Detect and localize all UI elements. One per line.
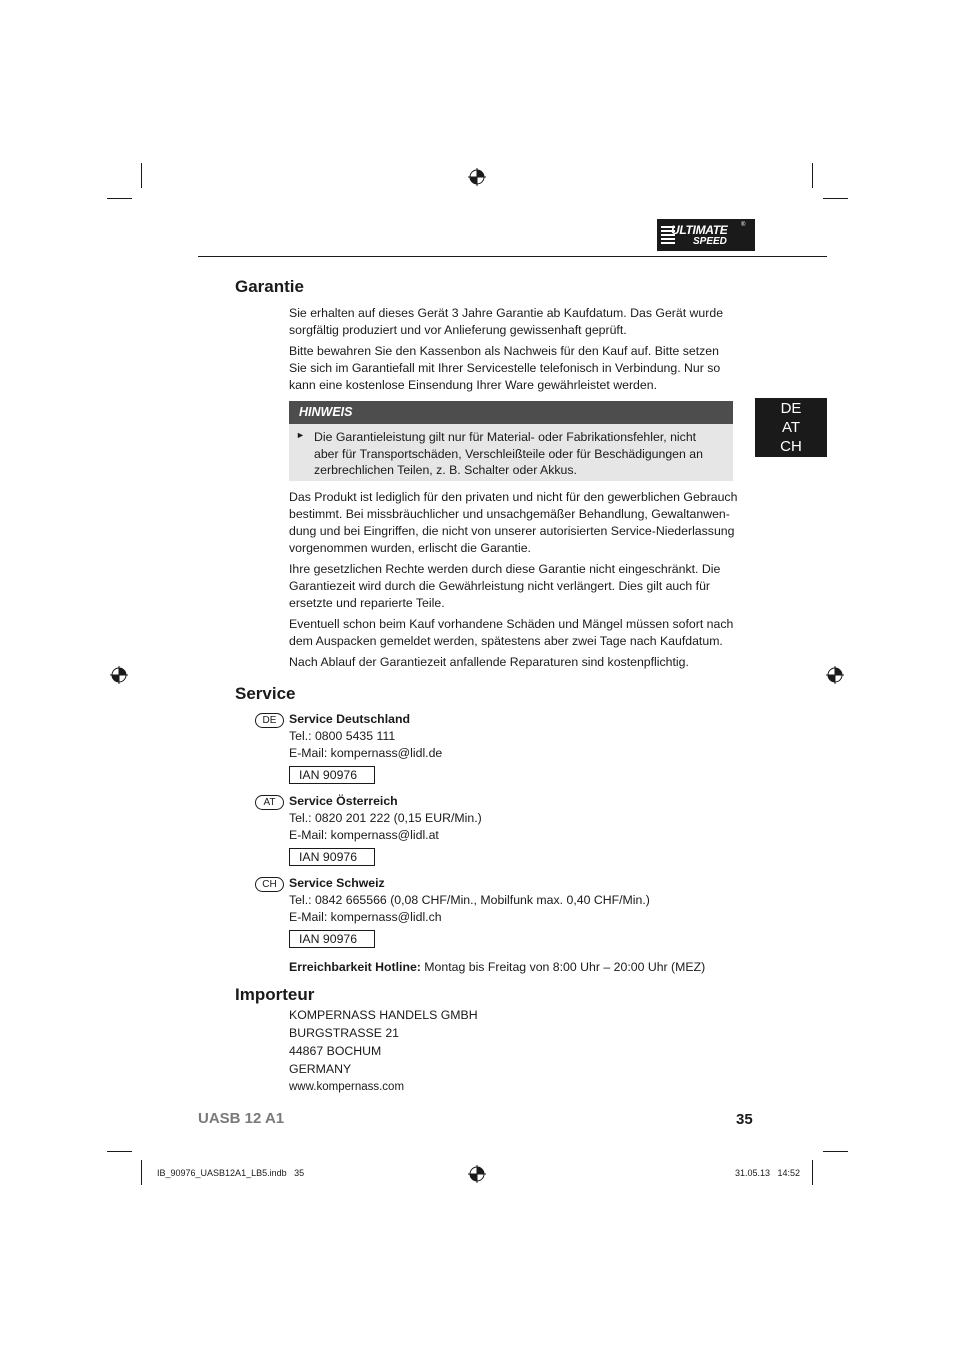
crop-mark xyxy=(141,1160,142,1185)
garantie-heading: Garantie xyxy=(235,277,304,296)
lang-ch: CH xyxy=(780,438,802,455)
header-rule xyxy=(198,256,827,257)
hinweis-label: HINWEIS xyxy=(299,405,353,419)
registration-mark-icon xyxy=(468,168,486,186)
website-link: www.kompernass.com xyxy=(289,1081,405,1093)
crop-mark xyxy=(107,1151,132,1152)
registration-mark-icon xyxy=(826,666,844,684)
logo-line1: ULTIMATE xyxy=(671,223,728,237)
flag-ch: CH xyxy=(255,877,284,892)
crop-mark xyxy=(823,1151,848,1152)
service-title: Service Österreich xyxy=(289,794,398,808)
garantie-para-5: Eventuell schon beim Kauf vorhandene Schäden und Mängel müssen sofort nach dem Auspacken gemeldet werden, spätestens aber zwei Tage nach Kaufdatum. xyxy=(289,617,734,648)
file-info: IB_90976_UASB12A1_LB5.indb 35 xyxy=(157,1168,305,1178)
registration-mark-icon xyxy=(110,666,128,684)
ian-box: IAN 90976 xyxy=(289,930,375,948)
service-title: Service Schweiz xyxy=(289,876,385,890)
service-mail: E-Mail: kompernass@lidl.ch xyxy=(289,910,442,924)
flag-de: DE xyxy=(255,713,284,728)
hinweis-text: Die Garantieleistung gilt nur für Material- oder Fabrikationsfehler, nicht aber für Transportschäden, Verschleißteile oder für Beschädigungen an zerbrechlichen Teilen, z. B. Schalter oder Akkus. xyxy=(314,430,703,477)
garantie-para-1: Sie erhalten auf dieses Gerät 3 Jahre Garantie ab Kaufdatum. Das Gerät wurde sorgfältig produziert und vor Anlieferung gewissenhaft geprüft. xyxy=(289,306,724,337)
language-tab xyxy=(755,398,827,457)
service-entry-ch xyxy=(289,875,650,926)
brand-logo xyxy=(657,219,755,251)
service-title: Service Deutschland xyxy=(289,712,410,726)
service-entry-at xyxy=(289,793,482,844)
service-entry-de xyxy=(289,711,442,762)
crop-mark xyxy=(812,163,813,188)
service-mail: E-Mail: kompernass@lidl.at xyxy=(289,828,439,842)
ian-box: IAN 90976 xyxy=(289,766,375,784)
flag-at: AT xyxy=(255,795,284,810)
service-tel: Tel.: 0800 5435 111 xyxy=(289,729,396,743)
ian-box: IAN 90976 xyxy=(289,848,375,866)
hinweis-box xyxy=(289,401,733,481)
registration-mark-icon xyxy=(468,1165,486,1183)
logo-registered: ® xyxy=(741,222,746,228)
hotline-label: Erreichbarkeit Hotline: xyxy=(289,960,421,974)
lang-de: DE xyxy=(780,400,802,417)
garantie-para-6: Nach Ablauf der Garantiezeit anfallende Reparaturen sind kostenpflichtig. xyxy=(289,655,689,669)
logo-line2: SPEED xyxy=(693,236,727,247)
crop-mark xyxy=(823,198,848,199)
garantie-para-4: Ihre gesetzlichen Rechte werden durch diese Garantie nicht eingeschränkt. Die Garantiezeit wird durch die Gewährleistung nicht verlängert. Dies gilt auch für ersetzte und reparierte Teile. xyxy=(289,562,721,610)
model-number: UASB 12 A1 xyxy=(198,1110,285,1127)
hotline-line xyxy=(289,959,705,976)
service-tel: Tel.: 0820 201 222 (0,15 EUR/Min.) xyxy=(289,811,482,825)
garantie-para-3: Das Produkt ist lediglich für den privaten und nicht für den gewerblichen Gebrauch bestimmt. Bei missbräuchlicher und unsachgemäßer Behandlung, Gewaltanwen- dung und bei Eingriffen, die nicht von unserer autorisierten Service-Niederlassung vorgenommen wurden, erlischt die Garantie. xyxy=(289,490,738,555)
print-date: 31.05.13 14:52 xyxy=(735,1168,801,1178)
hotline-text: Montag bis Freitag von 8:00 Uhr – 20:00 Uhr (MEZ) xyxy=(420,960,706,974)
importeur-address: KOMPERNASS HANDELS GMBH BURGSTRASSE 21 44867 BOCHUM GERMANY www.kompernass.com xyxy=(289,1006,478,1096)
hinweis-bar xyxy=(289,401,733,424)
service-mail: E-Mail: kompernass@lidl.de xyxy=(289,746,443,760)
bullet-arrow-icon: ► xyxy=(296,430,305,440)
page-number: 35 xyxy=(736,1111,753,1128)
service-heading: Service xyxy=(235,684,296,703)
lang-at: AT xyxy=(781,419,801,436)
crop-mark xyxy=(141,163,142,188)
crop-mark xyxy=(107,198,132,199)
importeur-heading: Importeur xyxy=(235,985,315,1004)
service-tel: Tel.: 0842 665566 (0,08 CHF/Min., Mobilfunk max. 0,40 CHF/Min.) xyxy=(289,893,650,907)
garantie-para-2: Bitte bewahren Sie den Kassenbon als Nachweis für den Kauf auf. Bitte setzen Sie sich im Garantiefall mit Ihrer Servicestelle telefonisch in Verbindung. Nur so kann eine kostenlose Einsendung Ihrer Ware gewährleistet werden. xyxy=(289,344,721,392)
crop-mark xyxy=(812,1160,813,1185)
